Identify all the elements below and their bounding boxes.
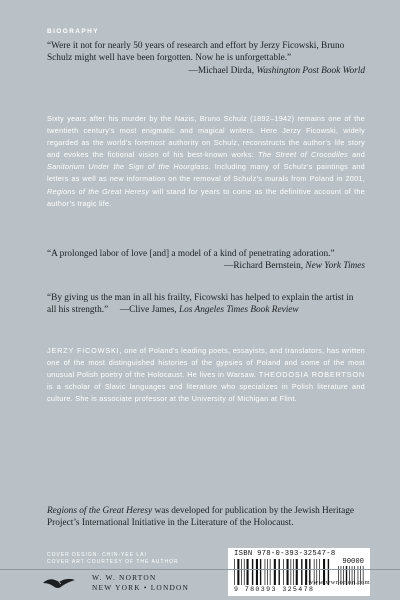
barcode-bar <box>270 559 271 585</box>
barcode-bar <box>305 559 307 585</box>
barcode-bar <box>293 559 294 585</box>
quote-text: “A prolonged labor of love [and] a model of a kind of penetrating adoration.” <box>47 249 335 259</box>
barcode-bar <box>267 559 268 585</box>
translator-bio: is a scholar of Slavic languages and literature who specializes in Polish literature and culture. She is associate professor at the University of Michigan at Flint. <box>47 382 365 404</box>
book-title-ref: Regions of the Great Heresy <box>47 506 153 516</box>
barcode-bar <box>252 559 253 585</box>
book-title-ref: Regions of the Great Heresy <box>47 186 150 196</box>
barcode-bar <box>244 559 245 585</box>
barcode-bar <box>241 559 242 585</box>
barcode-bar <box>234 559 235 585</box>
barcode-bar <box>237 559 239 585</box>
publisher-name <box>92 573 189 594</box>
barcode-bar <box>296 559 298 585</box>
quote-source: New York Times <box>305 261 365 272</box>
quote-text: “Were it not for nearly 50 years of research and effort by Jerzy Ficowski, Bruno Schulz might well have been forgotten. Now he is unforgettable.” <box>47 41 345 64</box>
seagull-icon <box>42 574 76 592</box>
quote-attribution <box>47 260 365 272</box>
translator-name: THEODOSIA ROBERTSON <box>258 370 365 380</box>
praise-quote-dirda <box>47 40 365 77</box>
description-and: and <box>348 150 366 160</box>
work-title-sanitorium: Sanitorium Under the Sign of the Hourglass <box>47 162 209 172</box>
quote-attribution <box>47 65 365 77</box>
cover-credits <box>47 552 179 566</box>
quote-text: “By giving us the man in all his frailty, Ficowski has helped to explain the artist in all his strength.” <box>47 293 354 316</box>
quote-attribution-name: —Clive James, <box>119 305 179 316</box>
barcode-bar <box>301 559 302 585</box>
barcode-bar <box>279 559 280 585</box>
barcode-bar <box>247 559 249 585</box>
description-text-1: Sixty years after his murder by the Nazis, Bruno Schulz (1892–1942) remains one of the twentieth century’s most enigmatic and magical writers. Here Jerzy Ficowski, widely regarded as the world’s foremost authority on Schulz, reconstructs the author’s life story and evokes the fictional vision of his best-known works: <box>47 114 365 160</box>
cover-art-credit: COVER ART COURTESY OF THE AUTHOR <box>47 559 179 565</box>
description-text-3: will stand for years to come as the definitive account of the author’s tragic life. <box>47 186 365 208</box>
quote-source: Washington Post Book World <box>256 65 365 76</box>
barcode-bar <box>283 559 284 585</box>
about-author-translator <box>47 345 365 405</box>
barcode-panel <box>228 548 370 596</box>
publisher-url: www.wwnorton.com <box>308 579 370 586</box>
publication-note <box>47 505 365 530</box>
category-label: BIOGRAPHY <box>47 28 99 35</box>
quote-attribution-name: —Michael Dirda, <box>188 65 257 76</box>
author-name: JERZY FICOWSKI <box>47 346 120 355</box>
book-description <box>47 113 365 210</box>
barcode-bar <box>256 559 258 585</box>
price-code: 90000 <box>342 558 364 566</box>
work-title-crocodiles: The Street of Crocodiles <box>258 150 349 160</box>
quote-attribution-name: —Richard Bernstein, <box>224 261 306 272</box>
cover-design-credit: COVER DESIGN: CHIN-YEE LAI <box>47 552 147 558</box>
description-text-2: . Including many of Schulz’s paintings and letters as well as new information on the removal of Schulz’s murals from Poland in 2001, <box>47 162 365 184</box>
author-bio: , one of Poland’s leading poets, essayists, and translators, has written one of the most distinguished histories of the gypsies of Poland and some of the most unusual Polish poetry of the Holocaust. He lives in Warsaw. <box>47 346 365 380</box>
barcode-bar <box>260 559 261 585</box>
barcode-bar <box>287 559 289 585</box>
praise-quote-james <box>47 292 365 317</box>
barcode-bar <box>291 559 292 585</box>
praise-quote-bernstein <box>47 248 365 273</box>
footer-divider <box>0 569 400 570</box>
quote-source: Los Angeles Times Book Review <box>178 305 299 316</box>
barcode-number: 9 780393 325478 <box>234 586 315 593</box>
barcode-bar <box>274 559 276 585</box>
barcode-bar <box>265 559 266 585</box>
isbn-label: ISBN 978-0-393-32547-8 <box>234 550 336 558</box>
publisher-line-1: W. W. NORTON <box>92 573 157 582</box>
publisher-line-2: NEW YORK • LONDON <box>92 583 190 593</box>
publication-note-text: was developed for publication by the Jewish Heritage Project’s International Initiative in the Literature of the Holocaust. <box>47 506 355 529</box>
